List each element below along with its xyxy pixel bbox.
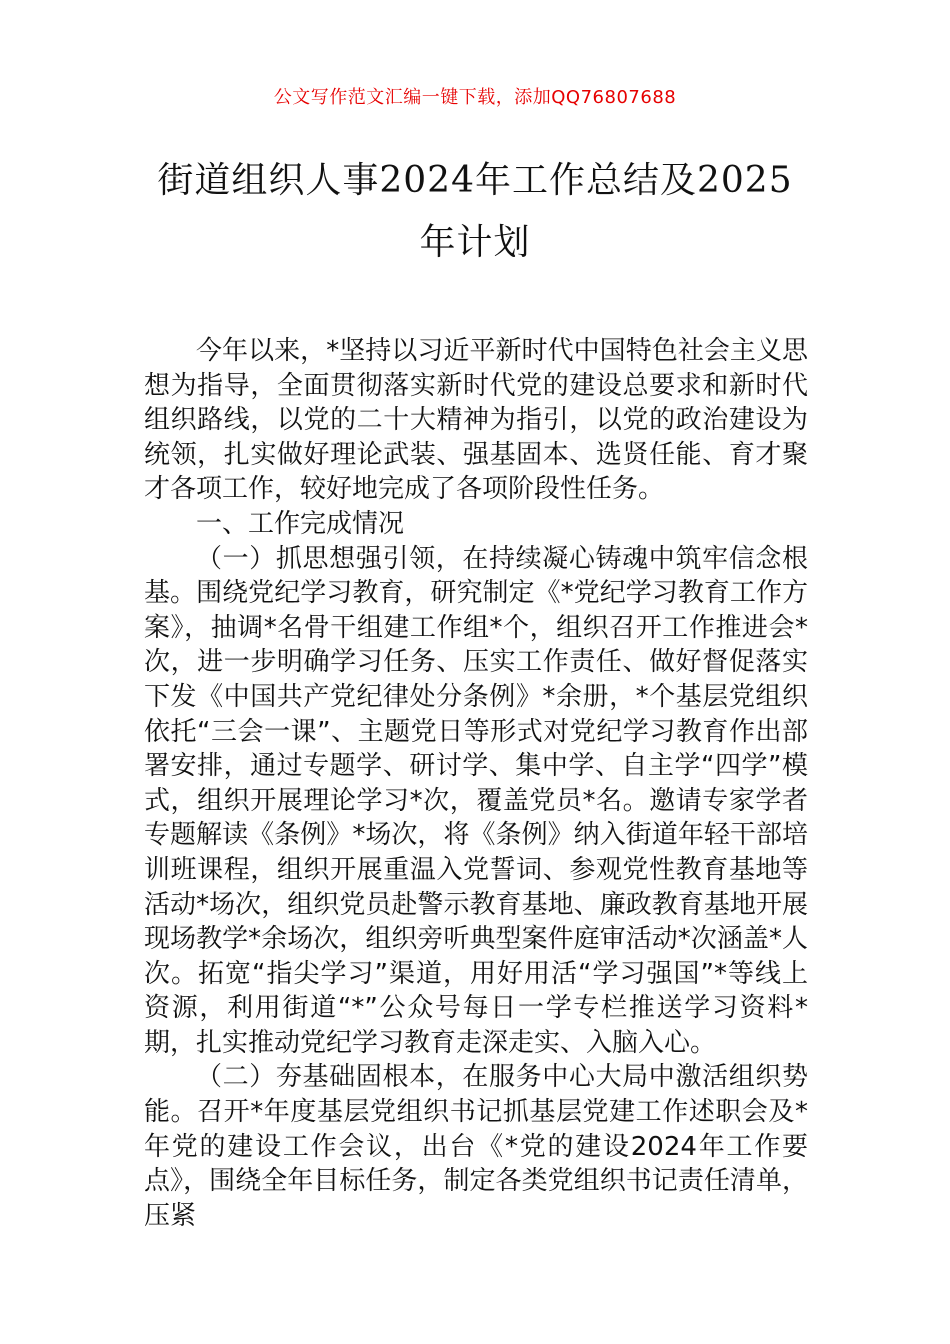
document-body [144, 334, 808, 1233]
paragraph-item-1: （一）抓思想强引领，在持续凝心铸魂中筑牢信念根基。围绕党纪学习教育，研究制定《*党纪学习教育工作方案》，抽调*名骨干组建工作组*个，组织召开工作推进会*次，进一步明确学习任务、压实工作责任、做好督促落实下发《中国共产党纪律处分条例》*余册，*个基层党组织依托“三会一课”、主题党日等形式对党纪学习教育作出部署安排，通过专题学、研讨学、集中学、自主学“四学”模式，组织开展理论学习*次，覆盖党员*名。邀请专家学者专题解读《条例》*场次，将《条例》纳入街道年轻干部培训班课程，组织开展重温入党誓词、参观党性教育基地等活动*场次，组织党员赴警示教育基地、廉政教育基地开展现场教学*余场次，组织旁听典型案件庭审活动*次涵盖*人次。拓宽“指尖学习”渠道，用好用活“学习强国”*等线上资源，利用街道“*”公众号每日一学专栏推送学习资料*期，扎实推动党纪学习教育走深走实、入脑入心。 [144, 543, 808, 1058]
paragraph-item-2: （二）夯基础固根本，在服务中心大局中激活组织势能。召开*年度基层党组织书记抓基层党建工作述职会及*年党的建设工作会议，出台《*党的建设2024年工作要点》，围绕全年目标任务，制定各类党组织书记责任清单，压紧 [144, 1062, 808, 1231]
paragraph-intro: 今年以来，*坚持以习近平新时代中国特色社会主义思想为指导，全面贯彻落实新时代党的建设总要求和新时代组织路线，以党的二十大精神为指引，以党的政治建设为统领，扎实做好理论武装、强基固本、选贤任能、育才聚才各项工作，较好地完成了各项阶段性任务。 [144, 336, 808, 505]
document-title: 街道组织人事2024年工作总结及2025年计划 [157, 160, 793, 263]
header-note: 公文写作范文汇编一键下载，添加QQ76807688 [273, 87, 677, 108]
section-heading: 一、工作完成情况 [196, 508, 405, 539]
